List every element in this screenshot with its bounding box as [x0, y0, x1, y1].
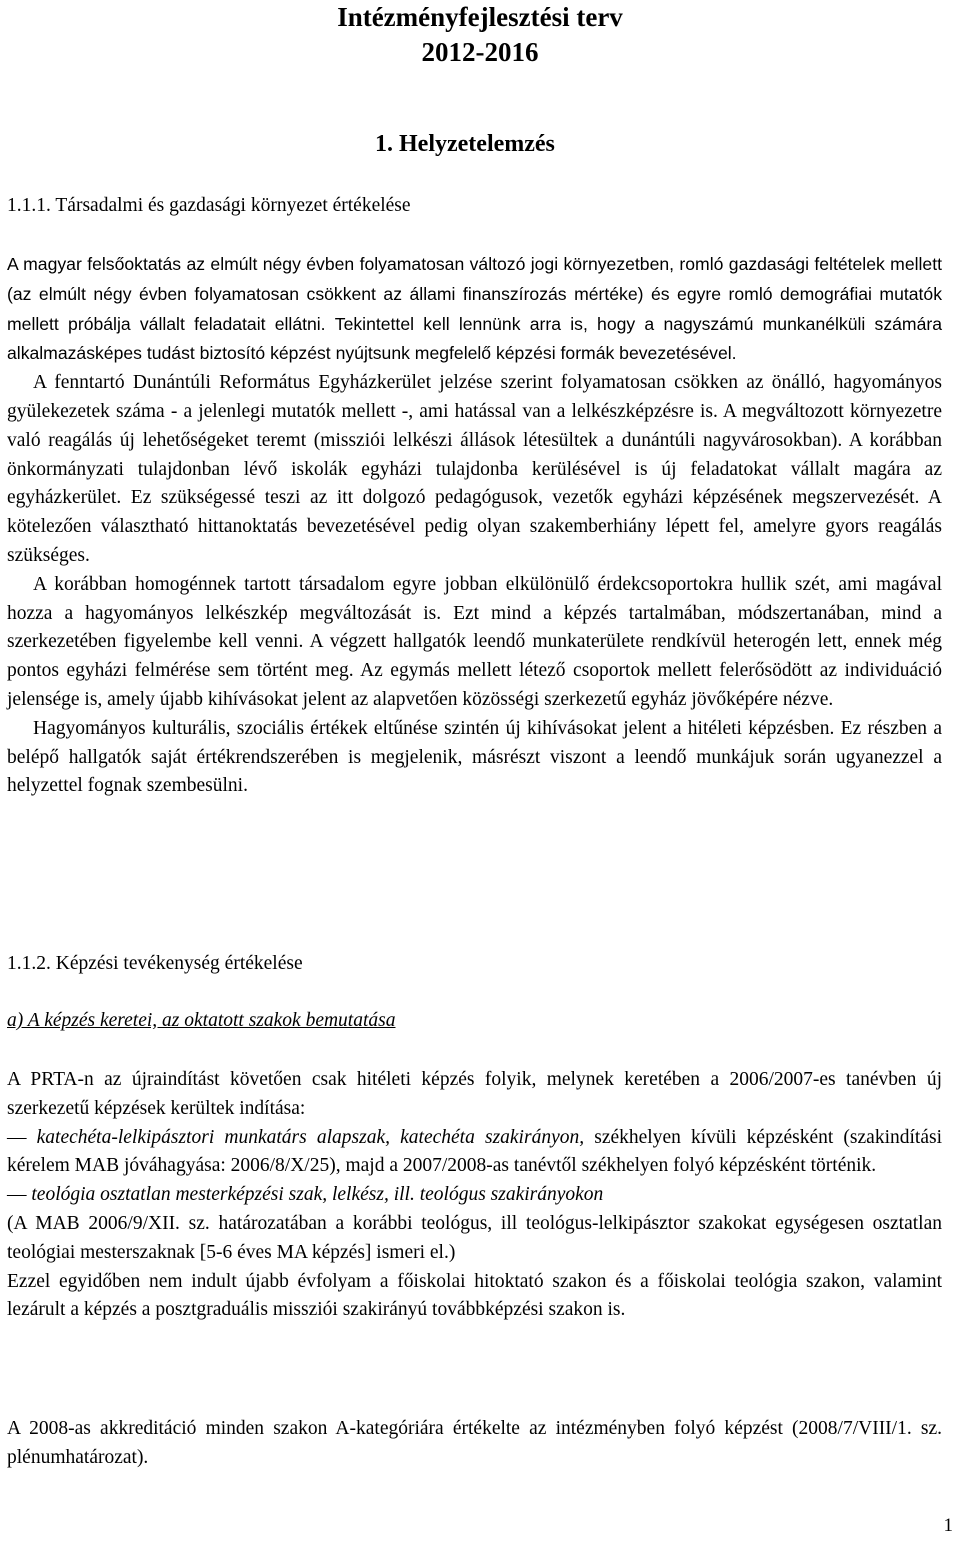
- list-item: [7, 1181, 942, 1267]
- paragraph: A korábban homogénnek tartott társadalom egyre jobban elkülönülő érdekcsoportokra hullik szét, ami magával hozza a hagyományos lelkészkép megváltozását is. Ezt mind a képzés tartalmában, módszertanában, mind a szerkezetében figyelembe kell venni. A végzett hallgatók leendő munkaterülete rendkívül heterogén lett, ennek még pontos egyházi felmérése sem történt meg. Az egymás mellett létező csoportok mellett felerősödött az individuáció jelensége is, amely újabb kihívásokat jelent az alapvetően közösségi szerkezetű egyház jövőképére nézve.: [7, 573, 942, 710]
- document-title: Intézményfejlesztési terv: [337, 2, 623, 32]
- subsection-heading-a: [7, 1007, 395, 1035]
- paragraph: A 2008-as akkreditáció minden szakon A-kategóriára értékelte az intézményben folyó képzést (2008/7/VIII/1. sz. plénumhatározat).: [7, 1418, 942, 1468]
- subsection-a-text: a) A képzés keretei, az oktatott szakok bemutatása: [7, 1010, 396, 1031]
- body-text-block-3: [7, 1415, 942, 1473]
- paragraph-sans-part: A magyar felsőoktatás az elmúlt négy évben folyamatosan változó jogi környezetben, romló gazdasági feltételek mellett (az elmúlt négy évben folyamatosan csökkent az állami finanszírozás mértéke) és egyre romló demográfiai mutatók mellett próbálja vállalt feladatait ellátni.: [7, 254, 942, 334]
- body-text-block-2: [7, 1066, 942, 1325]
- paragraph: [7, 250, 942, 369]
- section-heading: 1. Helyzetelemzés: [375, 131, 555, 157]
- list-item: [7, 1124, 942, 1182]
- paragraph-sans-part: Tekintettel kell lennünk arra is, hogy a nagyszámú munkanélküli számára alkalmazásképes tudást biztosító képzést nyújtsunk megfelelő képzési formák bevezetésével.: [7, 313, 943, 364]
- paragraph: Ezzel egyidőben nem indult újabb évfolyam a főiskolai hitoktató szakon és a főiskolai teológia szakon, valamint lezárult a képzés a posztgraduális missziói szakirányú továbbképzési szakon is.: [7, 1270, 942, 1321]
- item-text: székhelyen kívüli képzésként (szakindítási kérelem MAB jóváhagyása: 2006/8/X/25), majd a 2007/2008-as tanévtől székhelyen folyó képzésként történik.: [7, 1126, 942, 1177]
- paragraph: A PRTA-n az újraindítást követően csak hitéleti képzés folyik, melynek keretében a 2006/2007-es tanévben új szerkezetű képzések kerültek indítása:: [7, 1069, 942, 1119]
- item-italic-text: teológia osztatlan mesterképzési szak, lelkész, ill. teológus szakirányokon: [31, 1184, 604, 1206]
- subsection-heading-1-1-2: 1.1.2. Képzési tevékenység értékelése: [7, 953, 303, 974]
- paragraph: Hagyományos kulturális, szociális értékek eltűnése szintén új kihívásokat jelent a hitéleti képzésben. Ez részben a belépő hallgatók saját értékrendszerében is megjelenik, másrészt viszont a leendő munkájuk során ugyanezzel a helyzettel fognak szembesülni.: [7, 717, 942, 797]
- body-text-block-1: [7, 250, 942, 801]
- item-italic-text: katechéta-lelkipásztori munkatárs alapszak, katechéta szakirányon,: [36, 1126, 585, 1148]
- item-text: (A MAB 2006/9/XII. sz. határozatában a korábbi teológus, ill teológus-lelkipásztor szakokat egységesen osztatlan teológiai mesterszaknak [5-6 éves MA képzés] ismeri el.): [7, 1212, 942, 1263]
- document-years: 2012-2016: [421, 37, 539, 67]
- dash-bullet: —: [7, 1184, 27, 1206]
- subsection-heading-1-1-1: 1.1.1. Társadalmi és gazdasági környezet értékelése: [7, 195, 411, 216]
- dash-bullet: —: [7, 1126, 27, 1148]
- page-number: 1: [943, 1515, 953, 1536]
- paragraph: A fenntartó Dunántúli Református Egyházkerület jelzése szerint folyamatosan csökken az önálló, hagyományos gyülekezetek száma - a jelenlegi mutatók mellett -, ami hatással van a lelkészképzésre is. A megváltozott környezetre való reagálás új lehetőségeket teremt (missziói lelkészi állások létesültek a dunántúli nagyvárosokban). A korábban önkormányzati tulajdonban lévő iskolák egyházi tulajdonba kerülésével is új feladatokat vállalt magára az egyházkerület. Ez szükségessé teszi az itt dolgozó pedagógusok, vezetők egyházi képzésének megszervezését. A kötelezően választható hittanoktatás bevezetésével pedig olyan szakemberhiány lépett fel, amelyre gyors reagálás szükséges.: [7, 372, 942, 566]
